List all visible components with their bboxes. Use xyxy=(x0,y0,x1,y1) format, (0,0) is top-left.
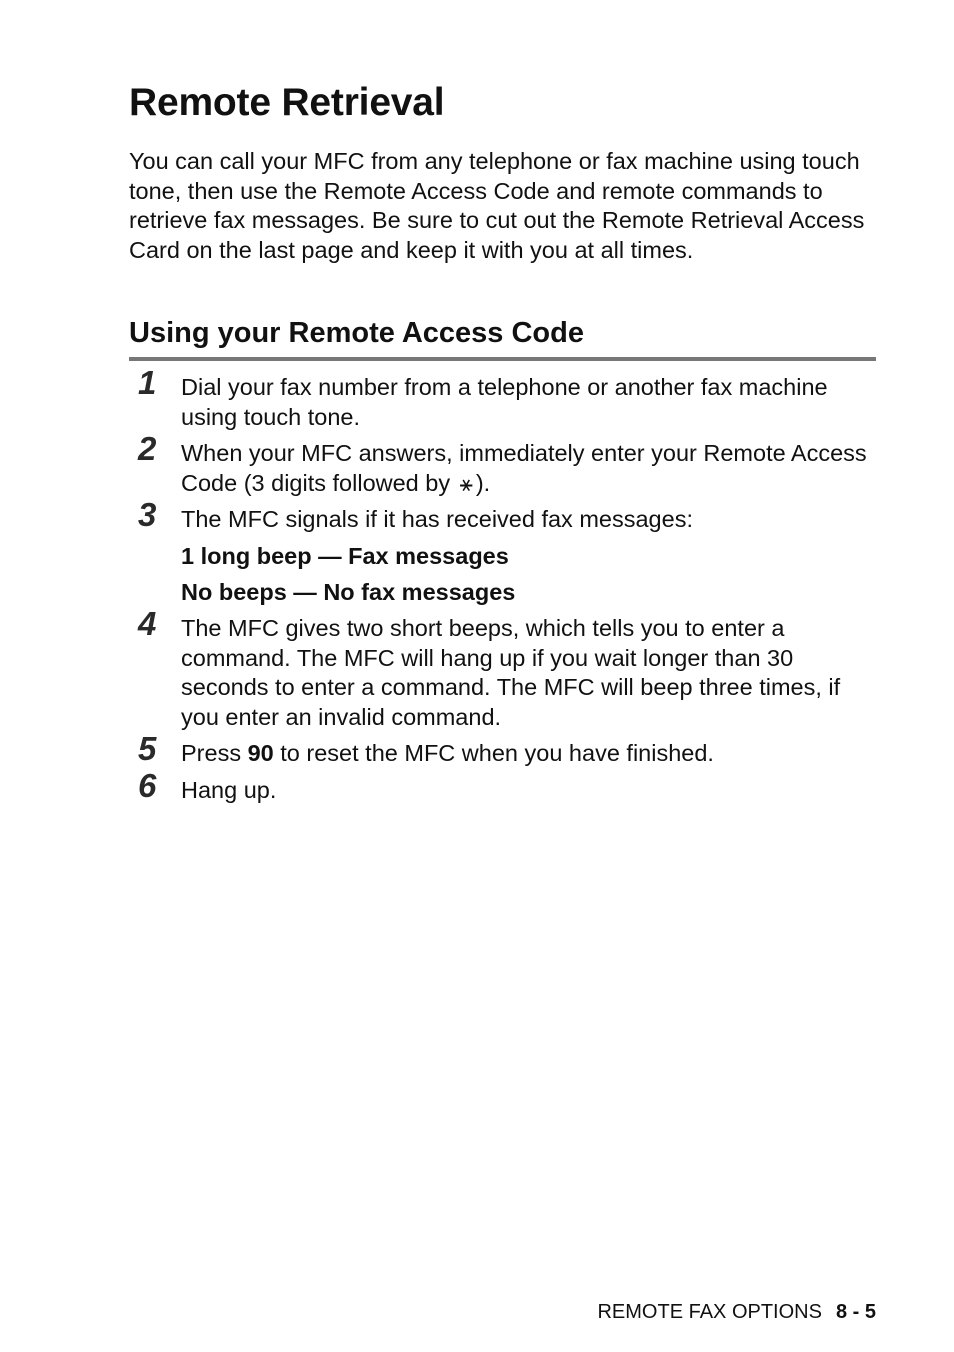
step-number-5: 5 xyxy=(138,730,157,767)
page-footer xyxy=(597,1298,876,1326)
step-number-4: 4 xyxy=(138,605,157,642)
intro-paragraph: You can call your MFC from any telephone or fax machine using touch tone, then use the Remote Access Code and remote commands to retrieve fax messages. Be sure to cut out the Remote Retrieval Access Card on the last page and keep it with you at all times. xyxy=(129,148,865,263)
footer-section: REMOTE FAX OPTIONS xyxy=(597,1301,822,1323)
step-text-3: The MFC signals if it has received fax messages: xyxy=(181,506,693,532)
star-key-icon: ⚹ xyxy=(459,470,473,496)
signal-no-fax-messages: No beeps — No fax messages xyxy=(181,579,516,605)
step-text-5-part2: to reset the MFC when you have finished. xyxy=(280,740,714,766)
step-number-2: 2 xyxy=(138,430,157,467)
step-text-4: The MFC gives two short beeps, which tells you to enter a command. The MFC will hang up if you wait longer than 30 seconds to enter a command. The MFC will beep three times, if you enter an invalid command. xyxy=(181,615,841,730)
step-number-6: 6 xyxy=(138,767,157,804)
step-text-2 xyxy=(181,439,881,498)
step-number-3: 3 xyxy=(138,496,157,533)
page-title: Remote Retrieval xyxy=(129,81,445,124)
step-text-1: Dial your fax number from a telephone or another fax machine using touch tone. xyxy=(181,374,828,430)
step-text-5 xyxy=(181,739,881,769)
signal-fax-messages: 1 long beep — Fax messages xyxy=(181,543,509,569)
step-number-1: 1 xyxy=(138,364,157,401)
step-text-2-part2: ). xyxy=(475,469,491,496)
footer-page-number: 8 - 5 xyxy=(835,1301,876,1323)
step-text-5-part1: Press xyxy=(181,740,242,766)
step-text-6: Hang up. xyxy=(181,777,277,803)
section-heading: Using your Remote Access Code xyxy=(129,317,584,349)
section-divider xyxy=(129,357,876,361)
step-text-2-part1: When your MFC answers, immediately enter your Remote Access Code (3 digits followed by xyxy=(181,440,867,496)
reset-code: 90 xyxy=(247,740,274,766)
